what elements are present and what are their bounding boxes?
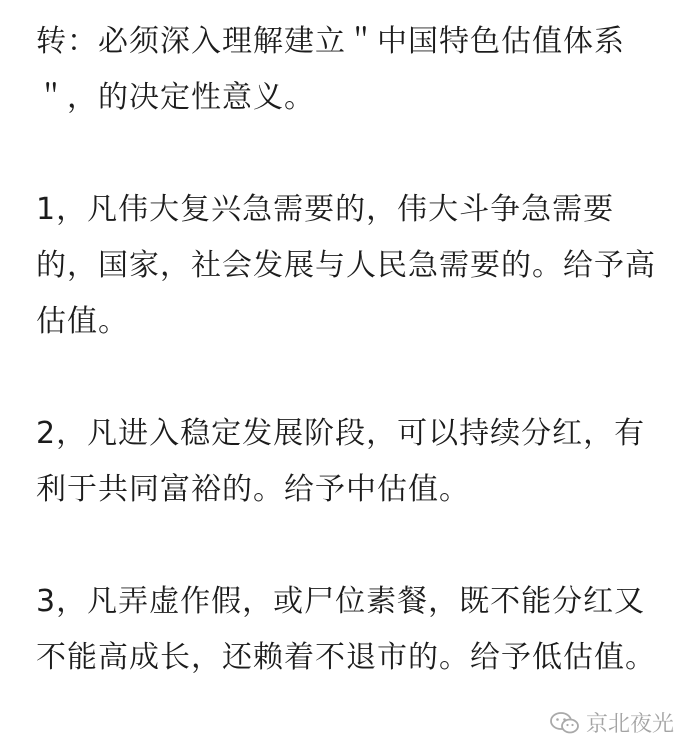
point-2-paragraph: 2，凡进入稳定发展阶段，可以持续分红，有利于共同富裕的。给予中估值。: [36, 416, 646, 507]
point-3-paragraph: 3，凡弄虚作假，或尸位素餐，既不能分红又不能高成长，还赖着不退市的。给予低估值。: [36, 584, 656, 675]
wechat-icon: [550, 711, 580, 735]
point-1-paragraph: 1，凡伟大复兴急需要的，伟大斗争急需要的，国家，社会发展与人民急需要的。给予高估值。: [36, 192, 656, 339]
article-body: [36, 14, 661, 686]
watermark-text: 京北夜光: [585, 712, 674, 737]
intro-paragraph: 转：必须深入理解建立＂中国特色估值体系＂，的决定性意义。: [36, 24, 625, 115]
watermark: [550, 707, 674, 738]
